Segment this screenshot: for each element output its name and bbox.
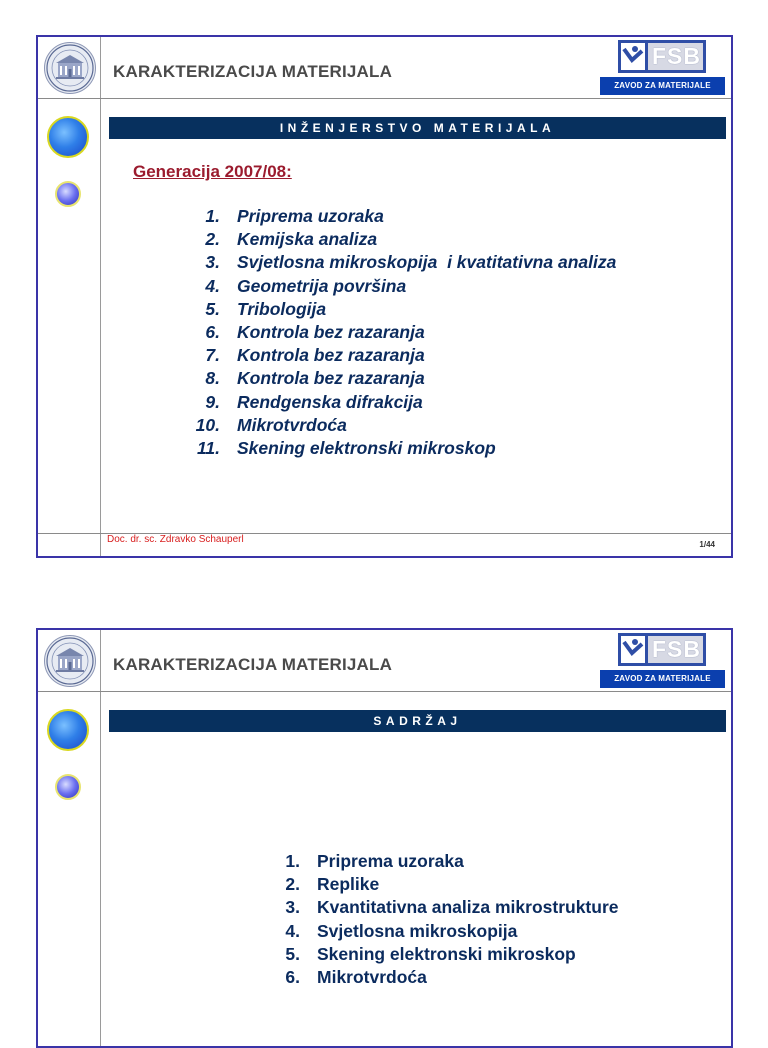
page-number: 1/44: [699, 540, 715, 549]
item-text: Svjetlosna mikroskopija: [317, 920, 518, 941]
item-text: Priprema uzoraka: [237, 206, 384, 226]
small-sphere-icon: [55, 774, 81, 800]
header-divider: [38, 691, 731, 692]
item-number: 2.: [205, 229, 220, 250]
item-text: Rendgenska difrakcija: [237, 391, 423, 412]
item-text: Kvantitativna analiza mikrostrukture: [317, 897, 619, 918]
department-label: ZAVOD ZA MATERIJALE: [600, 77, 725, 95]
university-seal-icon: [44, 42, 96, 94]
university-seal-icon: [44, 635, 96, 687]
item-text: Tribologija: [237, 298, 327, 319]
item-number: 5.: [285, 943, 300, 964]
item-number: 8.: [205, 368, 220, 389]
item-text: Kontrola bez razaranja: [237, 345, 425, 366]
item-number: 7.: [205, 345, 220, 366]
item-text: Kontrola bez razaranja: [237, 321, 425, 342]
item-text: Mikrotvrdoća: [237, 414, 347, 435]
blue-sphere-icon: [47, 116, 89, 158]
section-title: SADRŽAJ: [109, 710, 726, 732]
left-divider: [100, 37, 101, 556]
item-text: Skening elektronski mikroskop: [237, 437, 496, 458]
left-divider: [100, 630, 101, 1046]
item-number: 11.: [196, 437, 220, 458]
item-text: Priprema uzoraka: [317, 851, 464, 871]
item-number: 6.: [285, 966, 300, 987]
generation-subtitle: Generacija 2007/08:: [133, 162, 292, 181]
header-divider: [38, 98, 731, 99]
header-title: KARAKTERIZACIJA MATERIJALA: [113, 655, 393, 674]
fsb-logo-text: FSB: [652, 43, 701, 69]
item-number: 1.: [205, 206, 220, 226]
item-number: 5.: [205, 298, 220, 319]
item-text: Skening elektronski mikroskop: [317, 943, 576, 964]
department-label: ZAVOD ZA MATERIJALE: [600, 670, 725, 688]
header-title: KARAKTERIZACIJA MATERIJALA: [113, 62, 393, 81]
slide-2: [36, 628, 733, 1048]
item-number: 3.: [205, 252, 220, 273]
item-text: Kemijska analiza: [237, 229, 378, 250]
slide-1: [36, 35, 733, 558]
blue-sphere-icon: [47, 709, 89, 751]
item-text: Svjetlosna mikroskopija i kvatitativna analiza: [237, 252, 617, 273]
item-number: 4.: [205, 275, 220, 296]
section-title: INŽENJERSTVO MATERIJALA: [109, 117, 726, 139]
author-footer: Doc. dr. sc. Zdravko Schauperl: [107, 534, 244, 545]
item-text: Kontrola bez razaranja: [237, 368, 425, 389]
item-number: 9.: [205, 391, 220, 412]
item-number: 1.: [285, 851, 300, 871]
small-sphere-icon: [55, 181, 81, 207]
item-number: 4.: [285, 920, 300, 941]
fsb-logo-text: FSB: [652, 636, 701, 662]
item-text: Geometrija površina: [237, 275, 407, 296]
fsb-logo: [600, 40, 725, 95]
item-number: 10.: [195, 414, 220, 435]
item-text: Mikrotvrdoća: [317, 966, 427, 987]
item-number: 3.: [285, 897, 300, 918]
item-number: 6.: [205, 321, 220, 342]
item-number: 2.: [285, 874, 300, 895]
item-text: Replike: [317, 874, 380, 895]
fsb-logo: [600, 633, 725, 688]
